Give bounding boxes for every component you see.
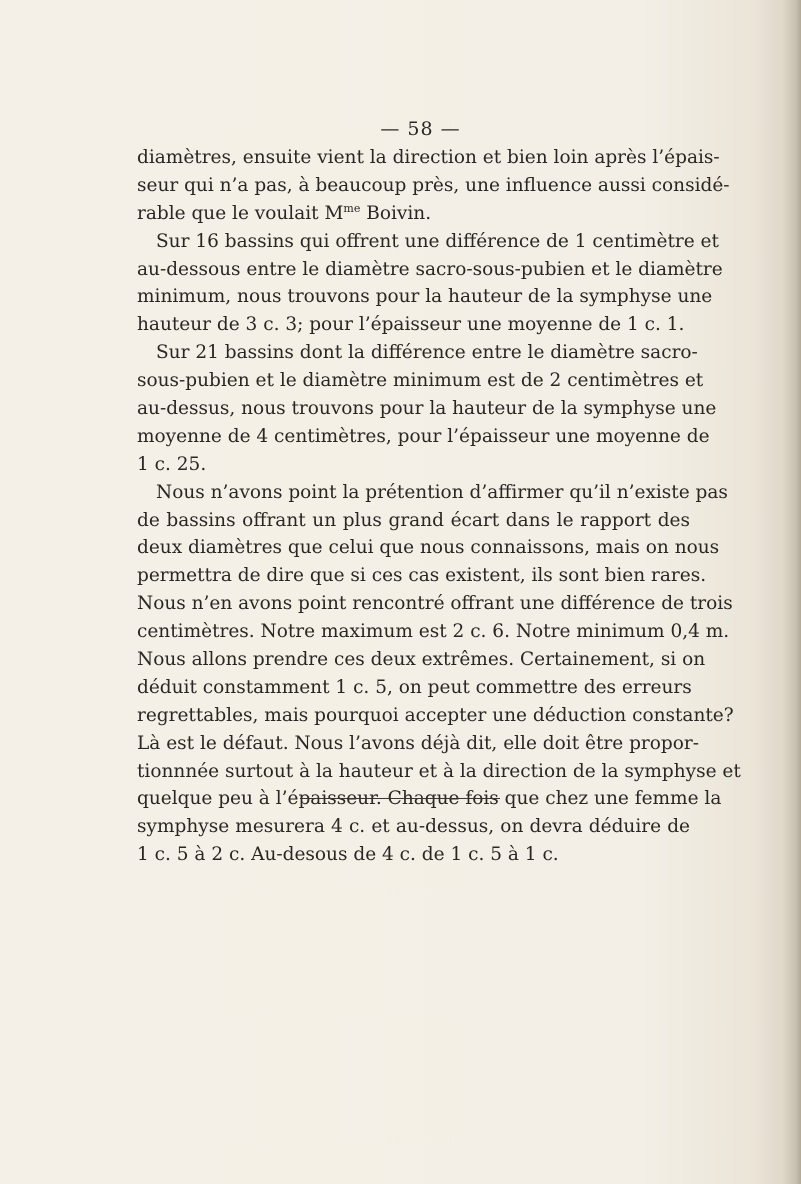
page-number: — 58 — <box>380 118 461 140</box>
text-line <box>137 172 730 200</box>
text-line <box>137 562 707 590</box>
text-line-content: rable que le voulait M <box>137 202 344 224</box>
text-line <box>137 841 690 869</box>
text-line-content: de bassins offrant un plus grand écart dans le rapport des <box>137 509 690 531</box>
text-line-content: au-dessus, nous trouvons pour la hauteur de la symphyse une <box>137 398 717 420</box>
text-line <box>137 311 690 339</box>
text-line-content: sous-pubien et le diamètre minimum est de 2 centimètres et <box>137 370 704 392</box>
text-line-continuation: Boivin. <box>360 202 432 224</box>
text-line <box>137 479 728 507</box>
text-line-content: au-dessous entre le diamètre sacro-sous-pubien et le diamètre <box>137 258 723 280</box>
text-line-content: Nous allons prendre ces deux extrêmes. Certainement, si on <box>137 649 706 671</box>
text-line-content: tionnnée surtout à la hauteur et à la direction de la symphyse et <box>137 760 741 782</box>
text-line <box>137 395 717 423</box>
text-line <box>137 144 720 172</box>
text-line <box>137 339 698 367</box>
body-text <box>137 144 741 869</box>
text-line <box>137 785 722 813</box>
text-line <box>137 813 690 841</box>
text-line <box>137 534 720 562</box>
text-line <box>137 590 733 618</box>
text-line-content: déduit constamment 1 c. 5, on peut commettre des erreurs <box>137 676 692 698</box>
text-line <box>137 674 690 702</box>
text-line-content: 1 c. 5 à 2 c. Au-desous de 4 c. de 1 c. 5 à 1 c. <box>137 844 559 866</box>
text-line <box>137 200 690 228</box>
text-line-content: quelque peu à l’épaisseur. Chaque fois que chez une femme la <box>137 788 722 810</box>
text-line-content: diamètres, ensuite vient la direction et bien loin après l’épais- <box>137 147 720 168</box>
text-line-content: minimum, nous trouvons pour la hauteur de la symphyse une <box>137 286 713 308</box>
text-line-content: deux diamètres que celui que nous connaissons, mais on nous <box>137 537 720 559</box>
text-line-content: Là est le défaut. Nous l’avons déjà dit, elle doit être propor- <box>137 732 699 754</box>
text-line <box>137 256 723 284</box>
text-line-content: moyenne de 4 centimètres, pour l’épaisseur une moyenne de <box>137 425 710 447</box>
text-line-content: Nous n’avons point la prétention d’affirmer qu’il n’existe pas <box>156 481 728 503</box>
text-line-content: centimètres. Notre maximum est 2 c. 6. Notre minimum 0,4 m. <box>137 621 730 643</box>
text-line <box>137 228 719 256</box>
text-line <box>137 730 699 758</box>
text-line-content: hauteur de 3 c. 3; pour l’épaisseur une moyenne de 1 c. 1. <box>137 314 685 336</box>
text-line <box>137 702 734 730</box>
text-line <box>137 283 713 311</box>
text-line-content: Nous n’en avons point rencontré offrant une différence de trois <box>137 593 733 615</box>
text-line <box>137 646 706 674</box>
text-line <box>137 367 704 395</box>
superscript: me <box>343 201 361 215</box>
text-line <box>137 451 690 479</box>
text-line <box>137 507 690 535</box>
text-line-content: seur qui n’a pas, à beaucoup près, une influence aussi considé- <box>137 174 730 196</box>
section-separator-rule <box>300 798 500 799</box>
text-line <box>137 618 730 646</box>
text-line-content: Sur 21 bassins dont la différence entre le diamètre sacro- <box>156 342 698 364</box>
text-line-content: symphyse mesurera 4 c. et au-dessus, on devra déduire de <box>137 816 690 838</box>
page-edge-shadow <box>783 0 801 1184</box>
text-line-content: Sur 16 bassins qui offrent une différence de 1 centimètre et <box>156 230 719 252</box>
text-line-content: regrettables, mais pourquoi accepter une déduction constante? <box>137 704 734 726</box>
text-line-content: 1 c. 25. <box>137 453 207 475</box>
text-line-content: permettra de dire que si ces cas existent, ils sont bien rares. <box>137 565 707 587</box>
text-line <box>137 423 710 451</box>
text-line <box>137 758 741 786</box>
